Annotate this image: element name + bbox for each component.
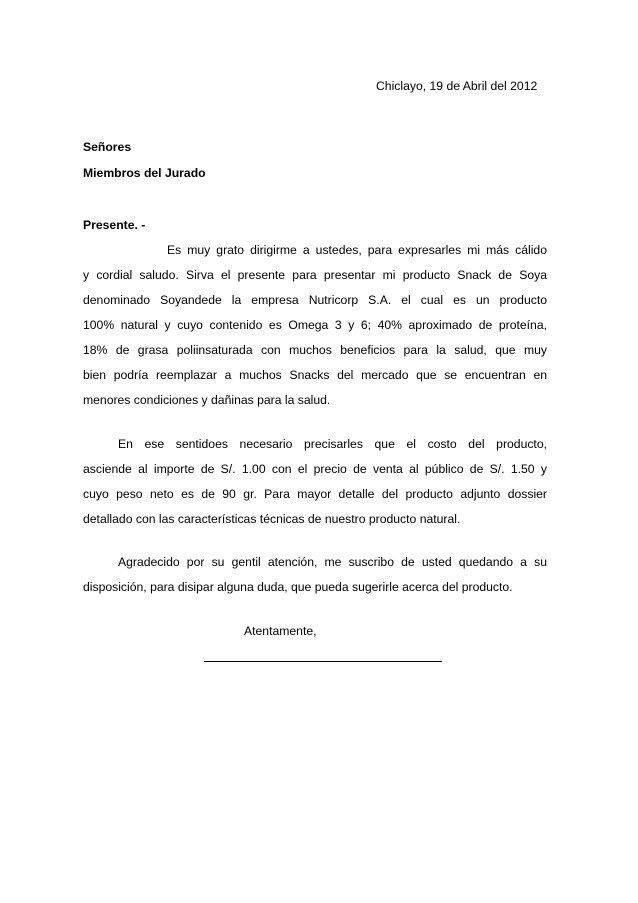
recipient-title: Señores (83, 140, 132, 154)
paragraph-1-line: bien podría reemplazar a muchos Snacks del mercado que se encuentran en (83, 368, 547, 382)
paragraph-2-line: asciende al importe de S/. 1.00 con el precio de venta al público de S/. 1.50 y (83, 462, 547, 476)
paragraph-2-line: detallado con las características técnicas de nuestro producto natural. (83, 512, 461, 526)
paragraph-3-line: Agradecido por su gentil atención, me suscribo de usted quedando a su (118, 555, 547, 569)
signature-line (204, 661, 442, 662)
paragraph-1-line: Es muy grato dirigirme a ustedes, para expresarles mi más cálido (167, 243, 547, 257)
paragraph-1-line: 100% natural y cuyo contenido es Omega 3 y 6; 40% aproximado de proteína, (83, 318, 547, 332)
paragraph-1-line: denominado Soyandede la empresa Nutricorp S.A. el cual es un producto (83, 293, 547, 307)
paragraph-1-line: y cordial saludo. Sirva el presente para presentar mi producto Snack de Soya (83, 268, 547, 282)
paragraph-1-line: 18% de grasa poliinsaturada con muchos beneficios para la salud, que muy (83, 343, 547, 357)
salutation: Presente. - (83, 218, 146, 232)
recipient-name: Miembros del Jurado (83, 166, 206, 180)
paragraph-2-line: En ese sentidoes necesario precisarles que el costo del producto, (118, 437, 547, 451)
closing: Atentamente, (244, 624, 317, 638)
place-and-date: Chiclayo, 19 de Abril del 2012 (376, 79, 538, 93)
paragraph-2-line: cuyo peso neto es de 90 gr. Para mayor detalle del producto adjunto dossier (83, 487, 547, 501)
paragraph-1-line: menores condiciones y dañinas para la salud. (83, 393, 331, 407)
paragraph-3-line: disposición, para disipar alguna duda, que pueda sugerirle acerca del producto. (83, 580, 513, 594)
